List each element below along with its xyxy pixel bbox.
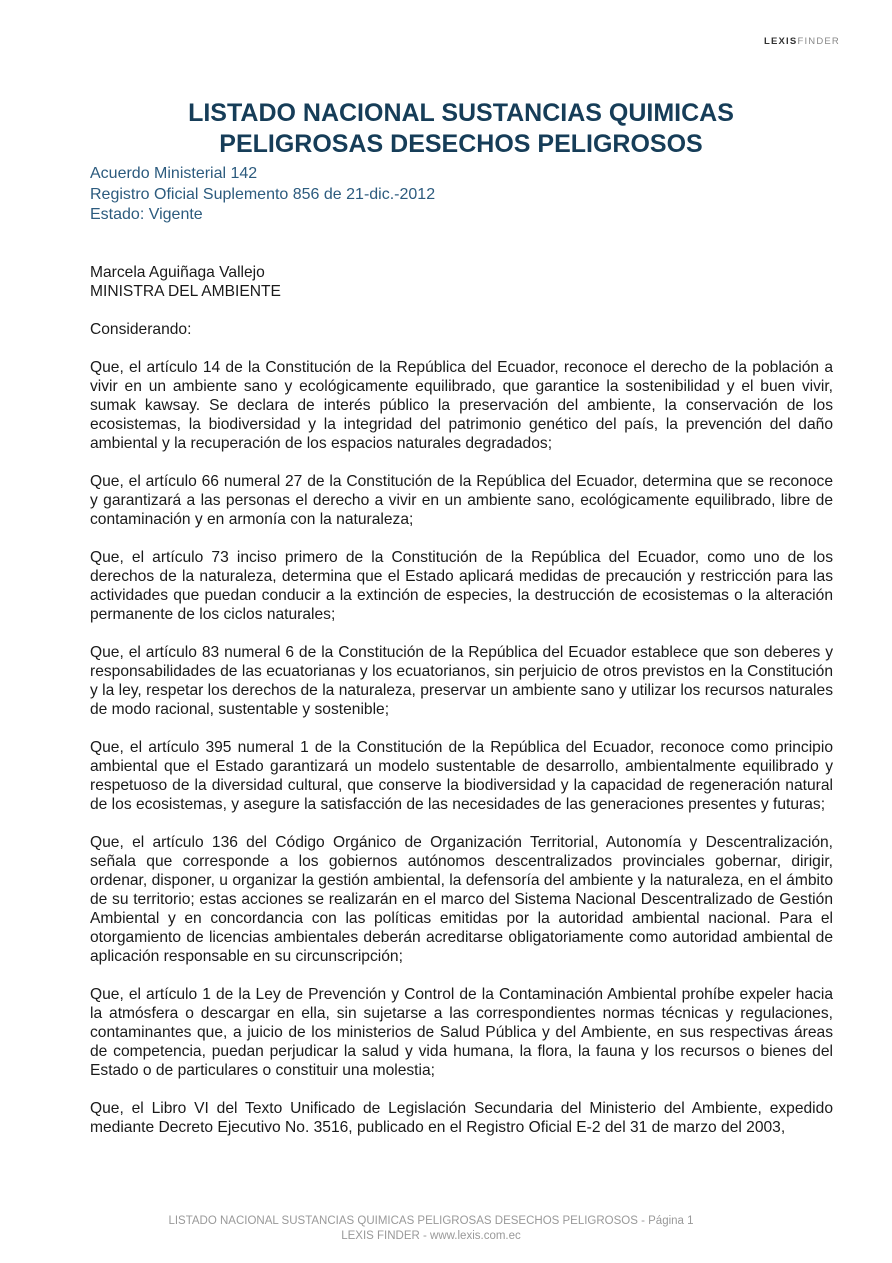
document-body — [90, 263, 833, 1156]
paragraph: Que, el artículo 83 numeral 6 de la Constitución de la República del Ecuador establece que son deberes y responsabilidades de las ecuatorianas y los ecuatorianos, sin perjuicio de otros previstos en la Constitución y la ley, respetar los derechos de la naturaleza, preservar un ambiente sano y utilizar los recursos naturales de modo racional, sustentable y sostenible; — [90, 644, 833, 718]
brand-logo — [764, 36, 840, 47]
document-title-line1: LISTADO NACIONAL SUSTANCIAS QUIMICAS — [188, 99, 734, 127]
signatory-name: Marcela Aguiñaga Vallejo — [90, 264, 265, 281]
document-title-line2: PELIGROSAS DESECHOS PELIGROSOS — [219, 130, 703, 158]
considerando-heading: Considerando: — [90, 321, 192, 338]
paragraph: Que, el artículo 14 de la Constitución de la República del Ecuador, reconoce el derecho de la población a vivir en un ambiente sano y ecológicamente equilibrado, que garantice la sostenibilidad y el buen vivir, sumak kawsay. Se declara de interés público la preservación del ambiente, la conservación de los ecosistemas, la biodiversidad y la integridad del patrimonio genético del país, la prevención del daño ambiental y la recuperación de los espacios naturales degradados; — [90, 359, 833, 452]
meta-registro: Registro Oficial Suplemento 856 de 21-dic.-2012 — [90, 185, 436, 203]
footer-site: LEXIS FINDER - www.lexis.com.ec — [341, 1230, 521, 1242]
paragraph: Que, el artículo 395 numeral 1 de la Constitución de la República del Ecuador, reconoce como principio ambiental que el Estado garantizará un modelo sustentable de desarrollo, ambientalmente equilibrado y respetuoso de la diversidad cultural, que conserve la biodiversidad y la capacidad de regeneración natural de los ecosistemas, y asegure la satisfacción de las necesidades de las generaciones presentes y futuras; — [90, 739, 833, 813]
signatory — [90, 263, 833, 301]
meta-acuerdo: Acuerdo Ministerial 142 — [90, 165, 258, 182]
page-footer — [0, 1214, 862, 1244]
paragraph: Que, el artículo 66 numeral 27 de la Constitución de la República del Ecuador, determina que se reconoce y garantizará a las personas el derecho a vivir en un ambiente sano, ecológicamente equilibrado, libre de contaminación y en armonía con la naturaleza; — [90, 473, 833, 528]
paragraph: Que, el artículo 136 del Código Orgánico de Organización Territorial, Autonomía y Descentralización, señala que corresponde a los gobiernos autónomos descentralizados provinciales gobernar, dirigir, ordenar, disponer, u organizar la gestión ambiental, la defensoría del ambiente y la naturaleza, en el ámbito de su territorio; estas acciones se realizarán en el marco del Sistema Nacional Descentralizado de Gestión Ambiental y en concordancia con las políticas emitidas por la autoridad ambiental nacional. Para el otorgamiento de licencias ambientales deberán acreditarse obligatoriamente como autoridad ambiental de aplicación responsable en su circunscripción; — [90, 834, 833, 965]
meta-estado: Estado: Vigente — [90, 206, 203, 223]
paragraph: Que, el artículo 1 de la Ley de Prevención y Control de la Contaminación Ambiental prohíbe expeler hacia la atmósfera o descargar en ella, sin sujetarse a las correspondientes normas técnicas y regulaciones, contaminantes que, a juicio de los ministerios de Salud Pública y del Ambiente, en sus respectivas áreas de competencia, puedan perjudicar la salud y vida humana, la flora, la fauna y los recursos o bienes del Estado o de particulares o constituir una molestia; — [90, 986, 833, 1079]
signatory-title: MINISTRA DEL AMBIENTE — [90, 283, 281, 300]
brand-logo-bold: LEXIS — [763, 36, 798, 47]
brand-logo-light: FINDER — [797, 36, 840, 47]
footer-title: LISTADO NACIONAL SUSTANCIAS QUIMICAS PELIGROSAS DESECHOS PELIGROSOS - Página 1 — [168, 1215, 694, 1227]
document-meta — [90, 164, 435, 226]
paragraph: Que, el artículo 73 inciso primero de la Constitución de la República del Ecuador, como uno de los derechos de la naturaleza, determina que el Estado aplicará medidas de precaución y restricción para las actividades que puedan conducir a la extinción de especies, la destrucción de ecosistemas o la alteración permanente de los ciclos naturales; — [90, 549, 833, 623]
document-title — [90, 98, 832, 160]
paragraph: Que, el Libro VI del Texto Unificado de Legislación Secundaria del Ministerio del Ambiente, expedido mediante Decreto Ejecutivo No. 3516, publicado en el Registro Oficial E-2 del 31 de marzo del 2003, — [90, 1100, 833, 1136]
